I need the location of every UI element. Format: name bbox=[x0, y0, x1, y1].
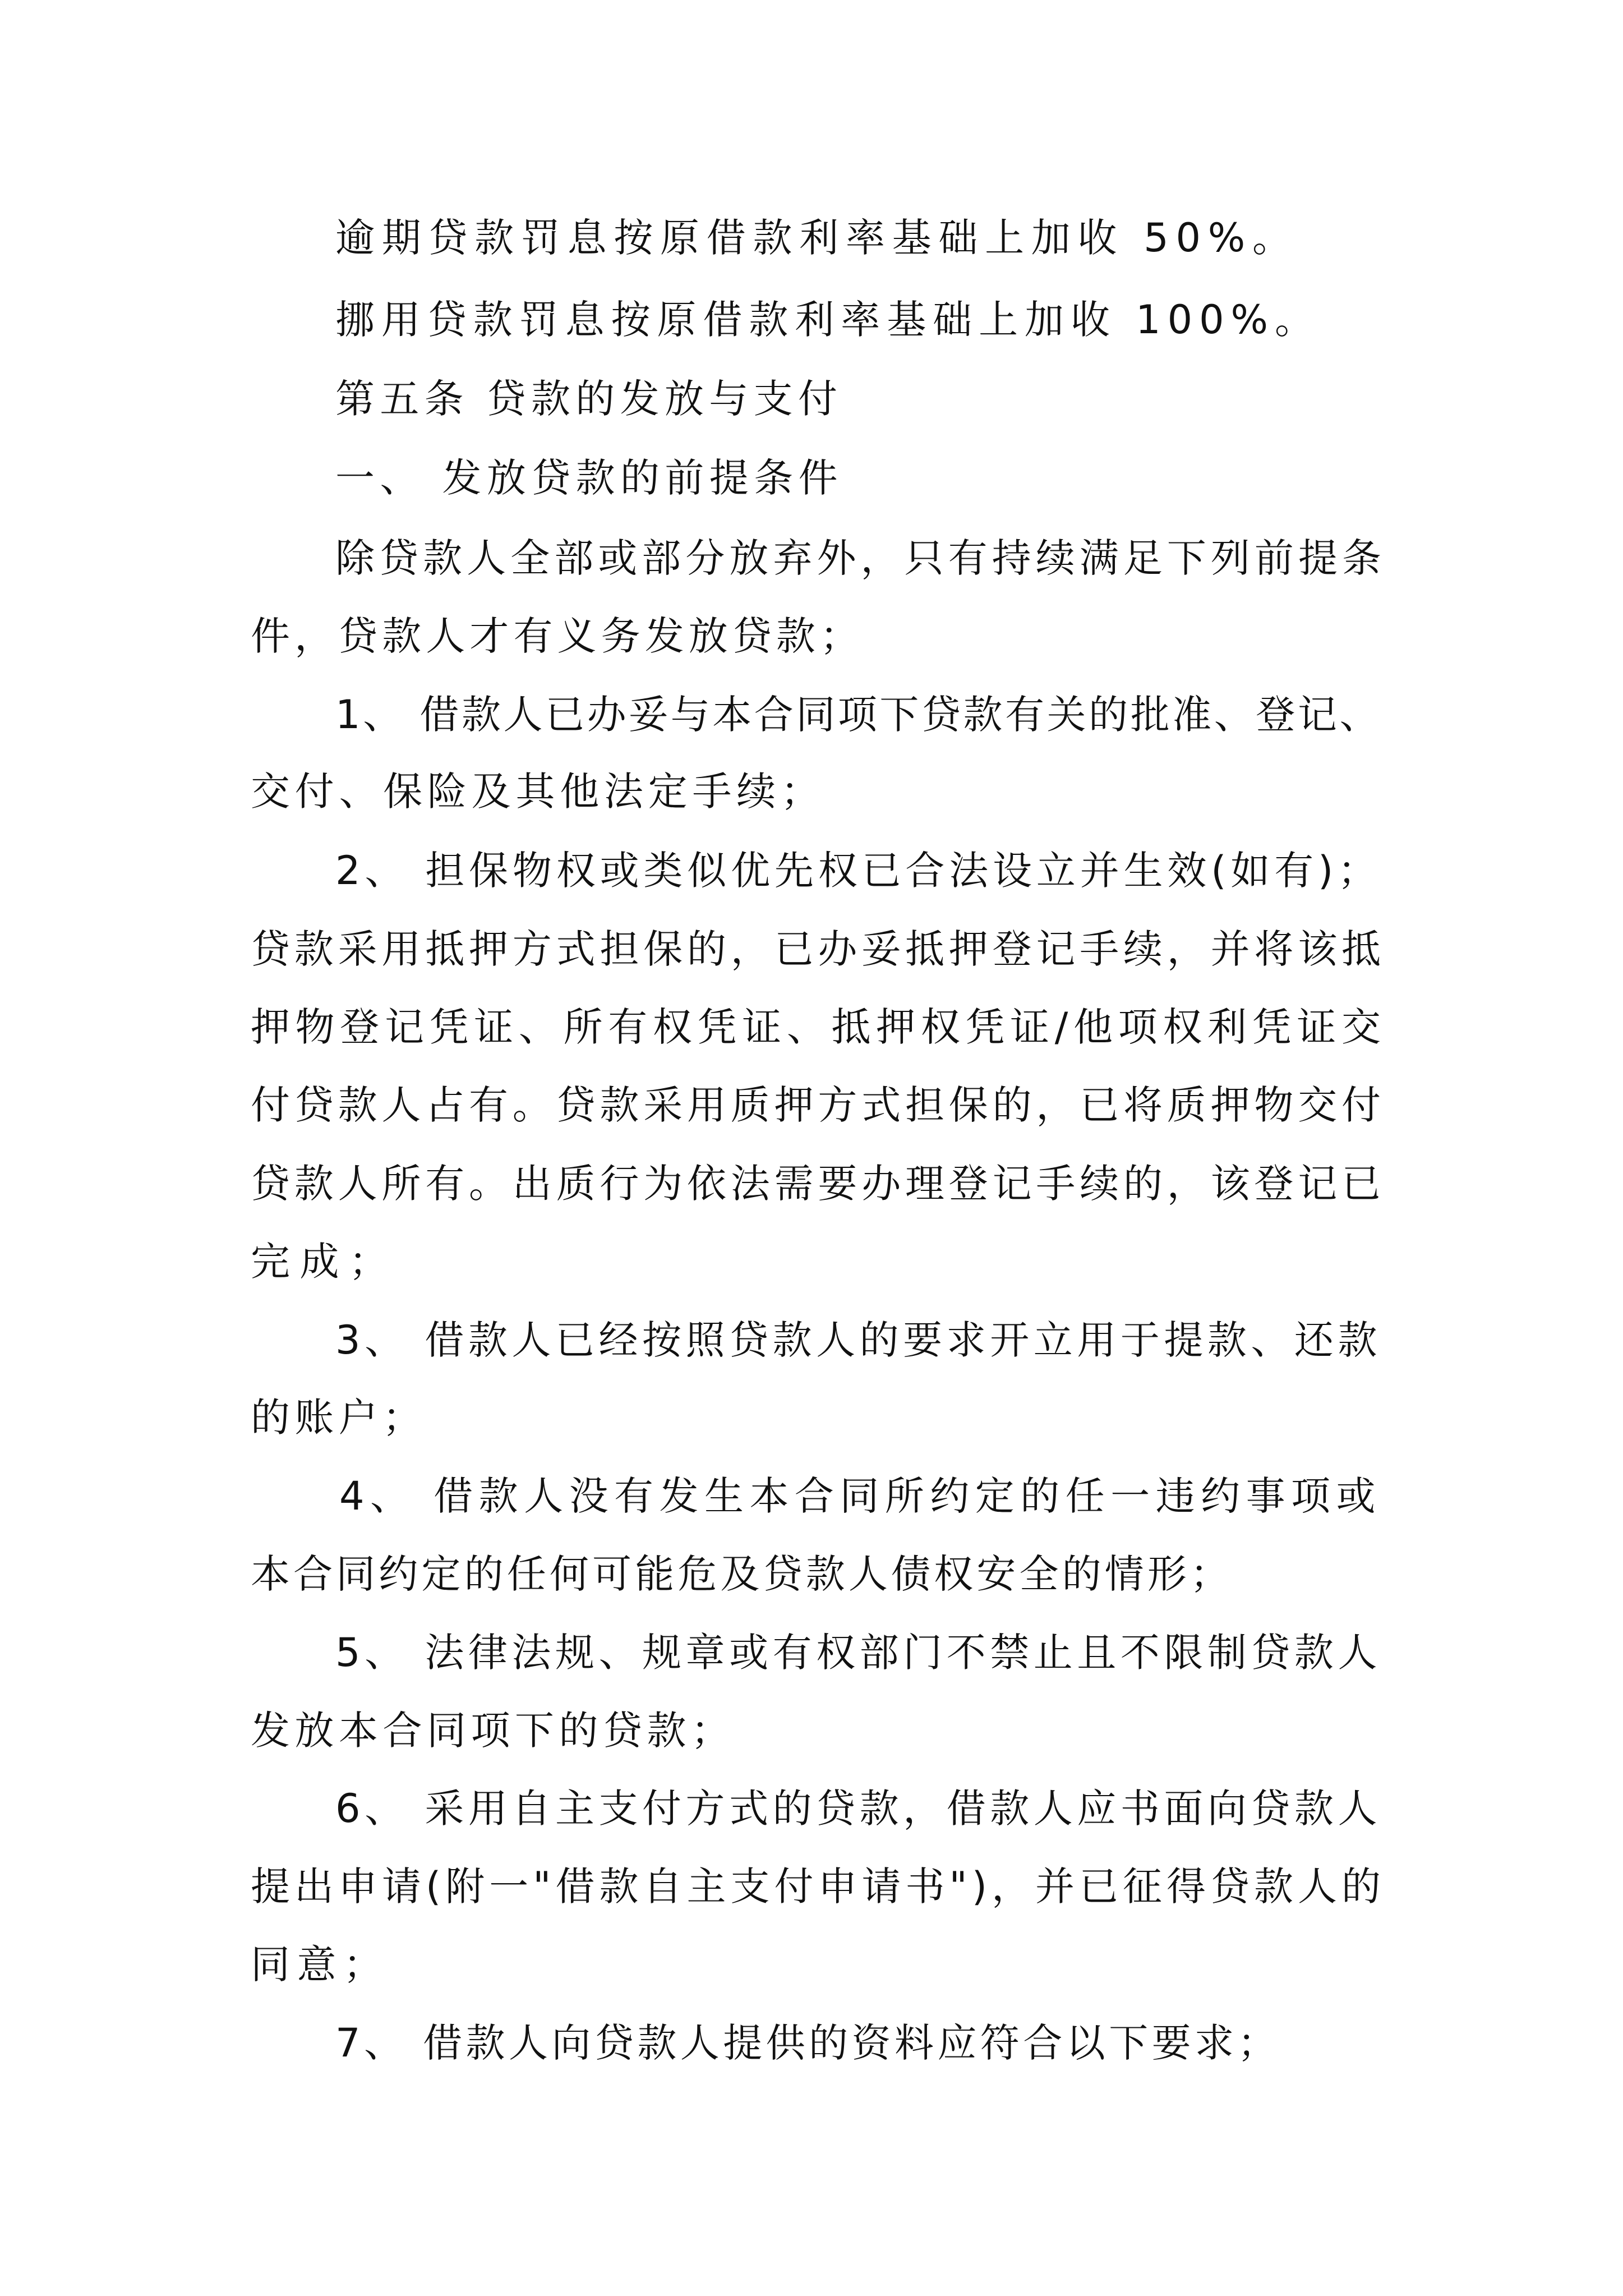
list-item-text: 1、 借款人已办妥与本合同项下贷款有关的批准、登记、 bbox=[335, 692, 1381, 738]
text-line: 付贷款人占有。贷款采用质押方式担保的，已将质押物交付 bbox=[251, 1082, 1385, 1128]
text-line: 件，贷款人才有义务发放贷款； bbox=[251, 613, 864, 659]
text-line: 除贷款人全部或部分放弃外，只有持续满足下列前提条 bbox=[335, 535, 1386, 581]
text-line: 完成； bbox=[251, 1239, 398, 1285]
list-item-text: 6、 采用自主支付方式的贷款，借款人应书面向贷款人 bbox=[335, 1786, 1381, 1832]
list-item-text: 4、 借款人没有发生本合同所约定的任一违约事项或 bbox=[339, 1473, 1381, 1519]
text-line: 贷款采用抵押方式担保的，已办妥抵押登记手续，并将该抵 bbox=[251, 926, 1385, 972]
text-line: 挪用贷款罚息按原借款利率基础上加收 100%。 bbox=[335, 297, 1321, 343]
list-item-text: 5、 法律法规、规章或有权部门不禁止且不限制贷款人 bbox=[335, 1630, 1381, 1676]
text-line: 同意； bbox=[251, 1941, 390, 1987]
text-line: 押物登记凭证、所有权凭证、抵押权凭证/他项权利凭证交 bbox=[251, 1004, 1386, 1050]
text-line: 的账户； bbox=[251, 1395, 427, 1441]
text-line: 发放本合同项下的贷款； bbox=[251, 1708, 735, 1754]
list-item-text: 7、 借款人向贷款人提供的资料应符合以下要求； bbox=[335, 2020, 1280, 2066]
list-item-text: 2、 担保物权或类似优先权已合法设立并生效(如有)； bbox=[335, 848, 1381, 894]
text-line: 本合同约定的任何可能危及贷款人债权安全的情形； bbox=[251, 1551, 1233, 1597]
section-heading: 第五条 贷款的发放与支付 bbox=[335, 376, 843, 422]
text-line: 贷款人所有。出质行为依法需要办理登记手续的，该登记已 bbox=[251, 1161, 1385, 1207]
subsection-heading: 一、 发放贷款的前提条件 bbox=[335, 455, 843, 501]
text-line: 交付、保险及其他法定手续； bbox=[251, 769, 825, 815]
text-line: 逾期贷款罚息按原借款利率基础上加收 50%。 bbox=[335, 215, 1299, 261]
list-item-text: 3、 借款人已经按照贷款人的要求开立用于提款、还款 bbox=[335, 1317, 1381, 1363]
text-line: 提出申请(附一"借款自主支付申请书")，并已征得贷款人的 bbox=[251, 1864, 1385, 1910]
